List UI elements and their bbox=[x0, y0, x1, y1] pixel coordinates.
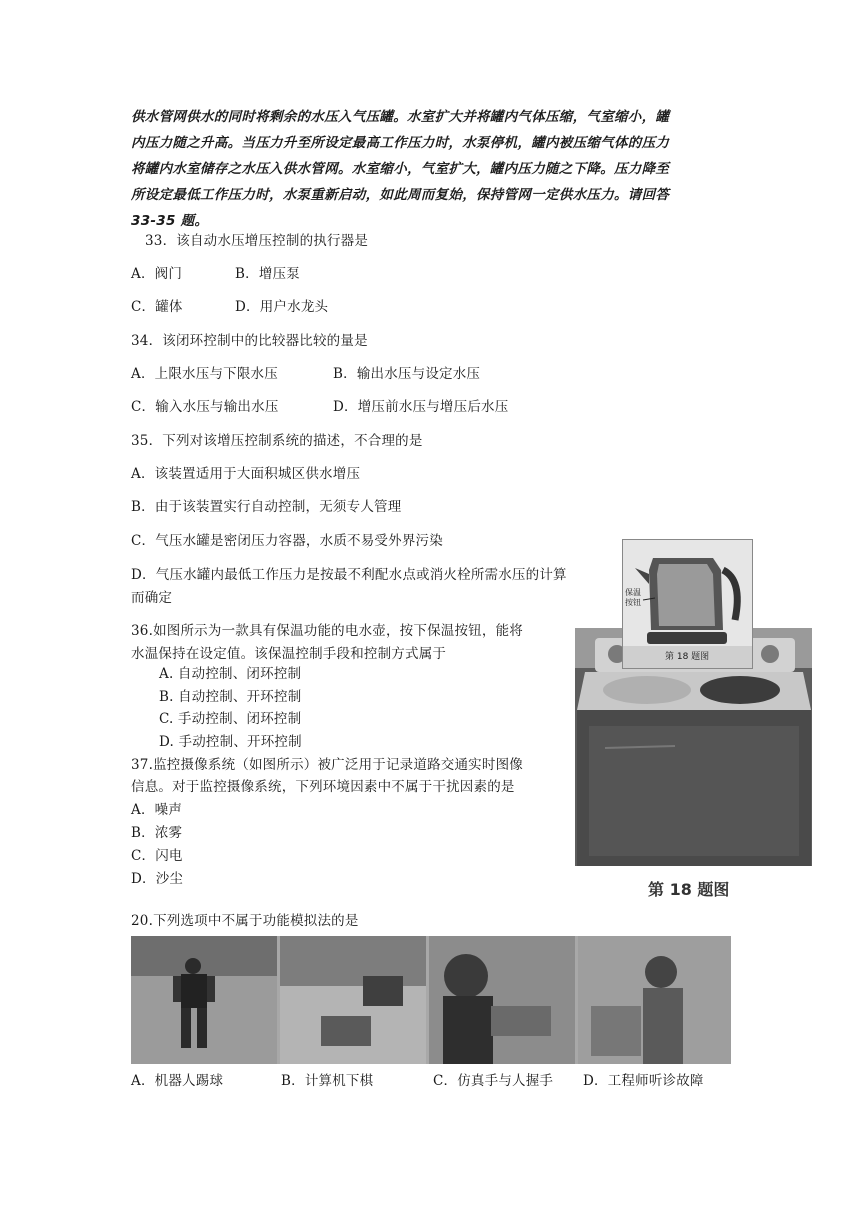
intro-paragraph bbox=[131, 104, 731, 234]
q37-option-c: C．闪电 bbox=[131, 848, 183, 864]
q37-stem-cont: 信息。对于监控摄像系统，下列环境因素中不属于干扰因素的是 bbox=[131, 779, 515, 795]
q34-option-d: D．增压前水压与增压后水压 bbox=[333, 399, 509, 415]
kettle-photo bbox=[622, 539, 753, 669]
q33-option-c: C．罐体 bbox=[131, 299, 183, 315]
intro-line: 所设定最低工作压力时，水泵重新启动，如此周而复始，保持管网一定供水压力。请回答 bbox=[131, 187, 670, 203]
intro-line: 将罐内水室储存之水压入供水管网。水室缩小，气室扩大，罐内压力随之下降。压力降至 bbox=[131, 161, 670, 177]
q37-option-b: B．浓雾 bbox=[131, 825, 183, 841]
q36-stem-cont: 水温保持在设定值。该保温控制手段和控制方式属于 bbox=[131, 646, 447, 662]
q34-option-c: C．输入水压与输出水压 bbox=[131, 399, 279, 415]
q20-stem: 20.下列选项中不属于功能模拟法的是 bbox=[131, 913, 359, 929]
q36-option-b: B. 自动控制、开环控制 bbox=[159, 689, 302, 705]
q37-option-d: D．沙尘 bbox=[131, 871, 184, 887]
kettle-label: 保温 按钮 bbox=[625, 588, 641, 607]
q35-option-b: B．由于该装置实行自动控制，无须专人管理 bbox=[131, 499, 402, 515]
q37-stem: 37.监控摄像系统（如图所示）被广泛用于记录道路交通实时图像 bbox=[131, 757, 523, 773]
intro-line: 供水管网供水的同时将剩余的水压入气压罐。水室扩大并将罐内气体压缩，气室缩小，罐 bbox=[131, 109, 670, 125]
intro-line: 33-35 题。 bbox=[131, 213, 209, 229]
q36-option-c: C. 手动控制、闭环控制 bbox=[159, 711, 302, 727]
q34-stem: 34．该闭环控制中的比较器比较的量是 bbox=[131, 333, 368, 349]
q36-option-a: A. 自动控制、闭环控制 bbox=[159, 666, 302, 682]
q34-option-a: A．上限水压与下限水压 bbox=[131, 366, 278, 382]
q33-stem: 33．该自动水压增压控制的执行器是 bbox=[145, 233, 369, 249]
q35-option-c: C．气压水罐是密闭压力容器，水质不易受外界污染 bbox=[131, 533, 443, 549]
q35-option-d: D．气压水罐内最低工作压力是按最不利配水点或消火栓所需水压的计算 bbox=[131, 567, 567, 583]
washer-caption: 第 18 题图 bbox=[648, 880, 730, 899]
q35-stem: 35．下列对该增压控制系统的描述，不合理的是 bbox=[131, 433, 423, 449]
q20-option-d: D．工程师听诊故障 bbox=[583, 1073, 704, 1089]
q35-option-a: A．该装置适用于大面积城区供水增压 bbox=[131, 466, 361, 482]
kettle-caption: 第 18 题图 bbox=[665, 652, 710, 662]
q20-photo-strip bbox=[131, 936, 731, 1064]
q33-option-b: B．增压泵 bbox=[235, 266, 300, 282]
q36-option-d: D. 手动控制、开环控制 bbox=[159, 734, 302, 750]
q36-stem: 36.如图所示为一款具有保温功能的电水壶，按下保温按钮，能将 bbox=[131, 623, 523, 639]
q20-option-c: C．仿真手与人握手 bbox=[433, 1073, 554, 1089]
q33-option-d: D．用户水龙头 bbox=[235, 299, 329, 315]
q37-option-a: A．噪声 bbox=[131, 802, 183, 818]
intro-line: 内压力随之升高。当压力升至所设定最高工作压力时，水泵停机，罐内被压缩气体的压力 bbox=[131, 135, 670, 151]
q20-option-b: B．计算机下棋 bbox=[281, 1073, 374, 1089]
q35-option-d-cont: 而确定 bbox=[131, 590, 173, 606]
q33-option-a: A．阀门 bbox=[131, 266, 183, 282]
q34-option-b: B．输出水压与设定水压 bbox=[333, 366, 481, 382]
q20-option-a: A．机器人踢球 bbox=[131, 1073, 224, 1089]
